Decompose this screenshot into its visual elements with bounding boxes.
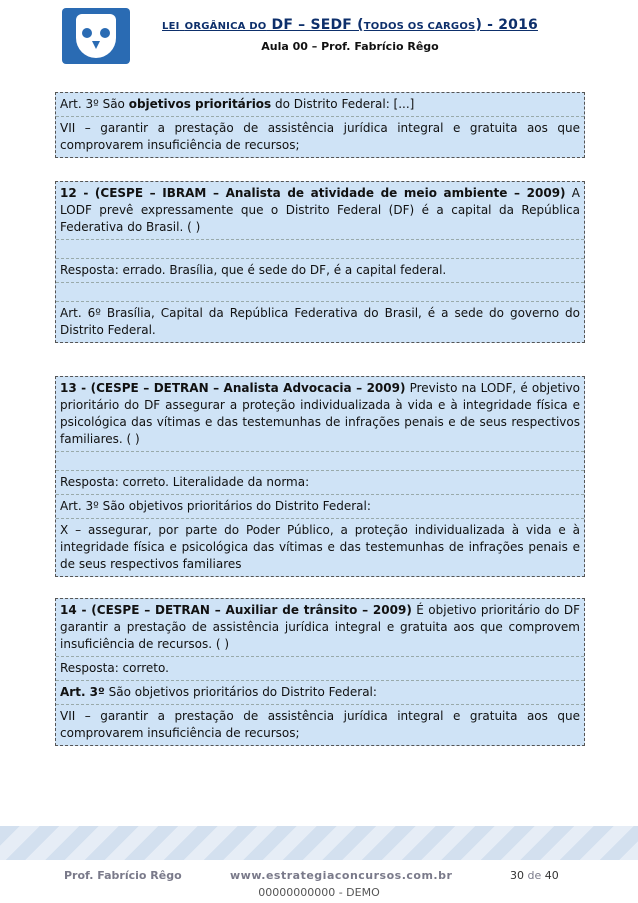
answer-14: Resposta: correto. xyxy=(56,657,584,681)
question-box-14 xyxy=(55,598,585,746)
page-de: de xyxy=(527,869,542,882)
article-14 xyxy=(56,681,584,705)
question-14-header: 14 - (CESPE – DETRAN – Auxiliar de trânsito – 2009) xyxy=(60,603,412,617)
page-current: 30 xyxy=(510,869,524,882)
title-lei: LEI xyxy=(162,21,180,32)
owl-eye-left-icon xyxy=(82,28,92,38)
header-title xyxy=(140,17,560,33)
footer-band xyxy=(0,826,638,860)
answer-12: Resposta: errado. Brasília, que é sede do DF, é a capital federal. xyxy=(56,259,584,283)
footer-site-link[interactable]: www.estrategiaconcursos.com.br xyxy=(230,869,453,882)
question-13-text xyxy=(56,377,584,452)
question-12-header: 12 - (CESPE – IBRAM – Analista de atividade de meio ambiente – 2009) xyxy=(60,186,566,200)
question-13-header: 13 - (CESPE – DETRAN – Analista Advocacia – 2009) xyxy=(60,381,406,395)
owl-shield-icon xyxy=(76,14,116,58)
footer-demo: 00000000000 - DEMO xyxy=(258,886,380,899)
article-box-1 xyxy=(55,92,585,158)
owl-beak-icon xyxy=(92,41,100,49)
blank-row xyxy=(56,283,584,302)
inciso-14: VII – garantir a prestação de assistência jurídica integral e gratuita aos que comprovarem insuficiência de recursos; xyxy=(60,709,580,740)
question-box-13 xyxy=(55,376,585,577)
question-box-12 xyxy=(55,181,585,343)
question-13-body: Previsto na LODF, é objetivo prioritário do DF assegurar a proteção individualizada à vida e à integridade física e psicológica das vítimas e das testemunhas de infrações penais e de seus respectivos familiares. ( ) xyxy=(60,381,581,446)
page-total: 40 xyxy=(544,869,559,882)
article-14-bold: Art. 3º xyxy=(60,685,105,699)
footer-author: Prof. Fabrício Rêgo xyxy=(64,869,182,882)
question-14-text xyxy=(56,599,584,657)
header-subtitle: Aula 00 – Prof. Fabrício Rêgo xyxy=(261,40,439,53)
box1-line-art xyxy=(56,93,584,117)
blank-row xyxy=(56,240,584,259)
article-13: Art. 3º São objetivos prioritários do Distrito Federal: xyxy=(56,495,584,519)
inciso-13: X – assegurar, por parte do Poder Público, a proteção individualizada à vida e à integridade física e psicológica das vítimas e das testemunhas de infrações penais e de seus respectivos familiares xyxy=(60,523,580,571)
blank-row xyxy=(56,452,584,471)
title-organica: ORGÂNICA DO xyxy=(184,21,267,32)
answer-13: Resposta: correto. Literalidade da norma: xyxy=(56,471,584,495)
box1-art-c: do Distrito Federal: [...] xyxy=(271,97,415,111)
article-12: Art. 6º Brasília, Capital da República Federativa do Brasil, é a sede do governo do Distrito Federal. xyxy=(60,306,580,337)
title-todos: TODOS OS CARGOS xyxy=(363,21,476,32)
question-12-body: A LODF prevê expressamente que o Distrito Federal (DF) é a capital da República Federativa do Brasil. ( ) xyxy=(60,186,580,234)
box1-line-inciso: VII – garantir a prestação de assistência jurídica integral e gratuita aos que comprovarem insuficiência de recursos; xyxy=(60,121,580,152)
owl-logo xyxy=(62,8,130,64)
title-main: DF – SEDF ( xyxy=(266,17,364,33)
question-12-text xyxy=(56,182,584,240)
article-14-rest: São objetivos prioritários do Distrito Federal: xyxy=(104,685,377,699)
question-14-body: É objetivo prioritário do DF garantir a prestação de assistência jurídica integral e gratuita aos que comprovem insuficiência de recursos. ( ) xyxy=(60,603,581,651)
box1-art-a: Art. 3º São xyxy=(60,97,129,111)
owl-eye-right-icon xyxy=(100,28,110,38)
title-end: ) - 2016 xyxy=(475,17,538,33)
page-number xyxy=(510,869,559,882)
box1-art-bold: objetivos prioritários xyxy=(128,97,272,111)
